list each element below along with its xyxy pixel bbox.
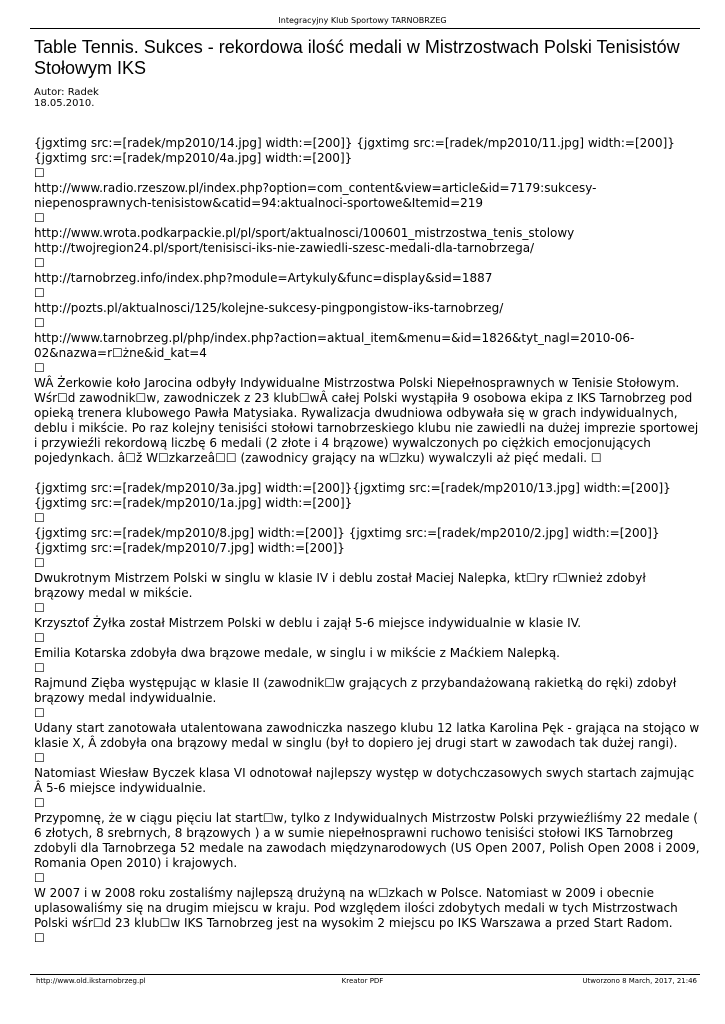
article-date: 18.05.2010. [34, 98, 95, 109]
page-header: Integracyjny Klub Sportowy TARNOBRZEG [278, 16, 447, 25]
article-body: {jgxtimg src:=[radek/mp2010/14.jpg] width:=[200]} {jgxtimg src:=[radek/mp2010/11.jpg] width:=[200]}{jgxtimg src:=[radek/mp2010/4a.jpg] width:=[200]} ☐ http://www.radio.rzeszow.pl/index.php?option=com_content&view=article&id=7179:sukcesy-niepenosprawnych-tenisistow&catid=94:aktualnoci-sportowe&Itemid=219 ☐ http://www.wrota.podkarpackie.pl/pl/sport/aktualnosci/100601_mistrzostwa_tenis_stolowy http://twojregion24.pl/sport/tenisisci-iks-nie-zawiedli-szesc-medali-dla-tarnobrzega/ ☐ http://tarnobrzeg.info/index.php?module=Artykuly&func=display&sid=1887 ☐ http://pozts.pl/aktualnosci/125/kolejne-sukcesy-pingpongistow-iks-tarnobrzeg/ ☐ http://www.tarnobrzeg.pl/php/index.php?action=aktual_item&menu=&id=1826&tyt_nagl=2010-06-02&nazwa=r☐żne&id_kat=4 ☐ WÂ Żerkowie koło Jarocina odbyły Indywidualne Mistrzostwa Polski Niepełnosprawnych w Tenisie Stołowym. Wśr☐d zawodnik☐w, zawodniczek z 23 klub☐wÂ całej Polski wystąpiła 9 osobowa ekipa z IKS Tarnobrzeg pod opieką trenera klubowego Pawła Matysiaka. Rywalizacja dwudniowa odbywała się w grach indywidualnych, deblu i mikście. Po raz kolejny tenisiści stołowi tarnobrzeskiego klubu nie zawiedli na dużej imprezie sportowej i przywieźli rekordową liczbę 6 medali (2 złote i 4 brązowe) wywalczonych po ciężkich emocjonujących pojedynkach. â☐ž W☐zkarzeâ☐☐ (zawodnicy grający na w☐zku) wywalczyli aż pięć medali. ☐ {jgxtimg src:=[radek/mp2010/3a.jpg] width:=[200]}{jgxtimg src:=[radek/mp2010/13.jpg] width:=[200]}{jgxtimg src:=[radek/mp2010/1a.jpg] width:=[200]} ☐ {jgxtimg src:=[radek/mp2010/8.jpg] width:=[200]} {jgxtimg src:=[radek/mp2010/2.jpg] width:=[200]}{jgxtimg src:=[radek/mp2010/7.jpg] width:=[200]} ☐ Dwukrotnym Mistrzem Polski w singlu w klasie IV i deblu został Maciej Nalepka, kt☐ry r☐wnież zdobył brązowy medal w mikście. ☐ Krzysztof Żyłka został Mistrzem Polski w deblu i zajął 5-6 miejsce indywidualnie w klasie IV. ☐ Emilia Kotarska zdobyła dwa brązowe medale, w singlu i w mikście z Maćkiem Nalepką. ☐ Rajmund Zięba występując w klasie II (zawodnik☐w grających z przybandażowaną rakietką do ręki) zdobył brązowy medal indywidualnie. ☐ Udany start zanotowała utalentowana zawodniczka naszego klubu 12 latka Karolina Pęk - grająca na stojąco w klasie X, Â zdobyła ona brązowy medal w singlu (był to dopiero jej drugi start w zawodach tak dużej rangi). ☐ Natomiast Wiesław Byczek klasa VI odnotował najlepszy występ w dotychczasowych swych startach zajmując Â 5-6 miejsce indywidualnie. ☐ Przypomnę, że w ciągu pięciu lat start☐w, tylko z Indywidualnych Mistrzostw Polski przywieźliśmy 22 medale ( 6 złotych, 8 srebrnych, 8 brązowych ) a w sumie niepełnosprawni ruchowo tenisiści stołowi IKS Tarnobrzeg zdobyli dla Tarnobrzega 52 medale na zawodach międzynarodowych (US Open 2007, Polish Open 2008 i 2009, Romania Open 2010) i krajowych. ☐ W 2007 i w 2008 roku zostaliśmy najlepszą drużyną na w☐zkach w Polsce. Natomiast w 2009 i obecnie uplasowaliśmy się na drugim miejscu w kraju. Pod względem ilości zdobytych medali w tych Mistrzostwach Polski wśr☐d 23 klub☐w IKS Tarnobrzeg jest na wysokim 2 miejscu po IKS Warszawa a przed Start Radom. ☐ [34, 136, 700, 945]
footer-divider [30, 974, 700, 975]
article-author: Autor: Radek [34, 87, 99, 98]
header-divider [30, 28, 700, 29]
footer-generator: Kreator PDF [341, 977, 384, 985]
footer-created: Utworzono 8 March, 2017, 21:46 [582, 977, 697, 985]
article-title: Table Tennis. Sukces - rekordowa ilość medali w Mistrzostwach Polski Tenisistów Stołowym IKS [34, 37, 680, 78]
article-meta [34, 87, 99, 109]
footer-url: http://www.old.ikstarnobrzeg.pl [36, 977, 146, 985]
